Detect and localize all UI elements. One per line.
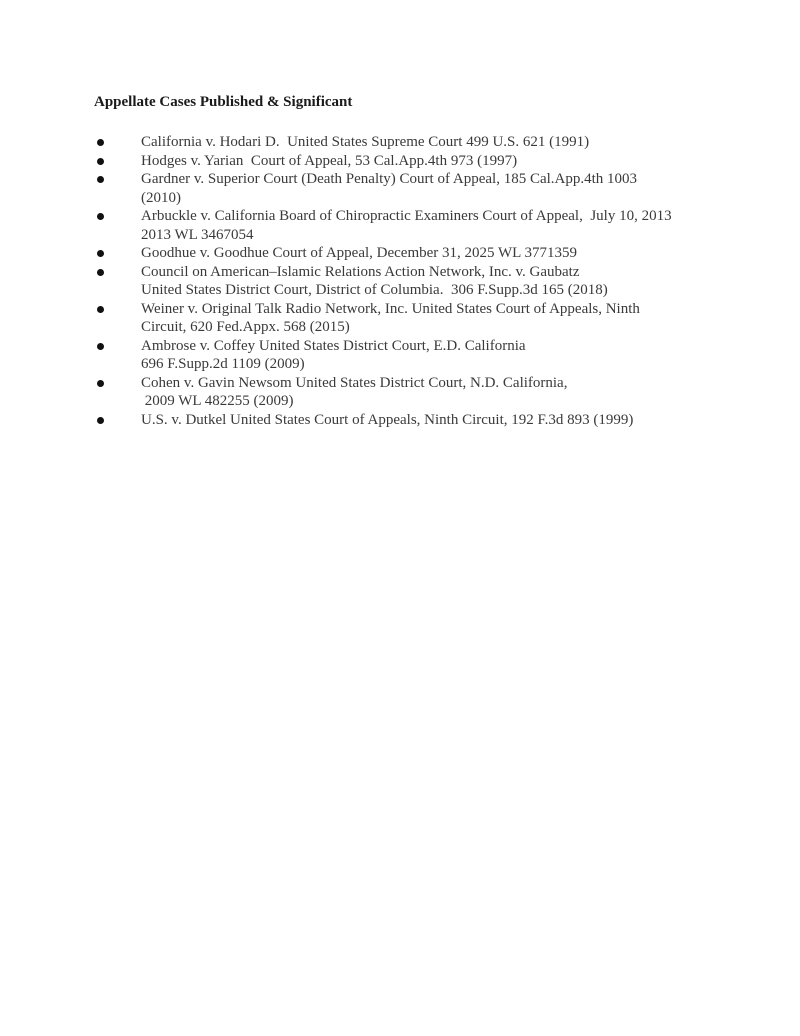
case-text: U.S. v. Dutkel United States Court of Appeals, Ninth Circuit, 192 F.3d 893 (1999) [141,411,634,428]
case-item [0,244,701,263]
case-text-continued: Circuit, 620 Fed.Appx. 568 (2015) [141,319,350,335]
bullet-icon [97,176,104,183]
case-item [0,207,701,244]
case-text: Gardner v. Superior Court (Death Penalty) Court of Appeal, 185 Cal.App.4th 1003 [141,171,638,187]
case-item [0,337,701,374]
case-text: Council on American–Islamic Relations Action Network, Inc. v. Gaubatz [141,263,580,280]
bullet-icon [97,158,104,165]
case-item [0,300,701,337]
bullet-icon [97,380,104,387]
case-text-continued: 2009 WL 482255 (2009) [141,393,294,409]
case-text-continued: 2013 WL 3467054 [141,226,254,243]
case-text: California v. Hodari D. United States Supreme Court 499 U.S. 621 (1991) [141,134,590,150]
case-text-continued: (2010) [141,189,181,206]
bullet-icon [97,213,104,220]
case-text: Hodges v. Yarian Court of Appeal, 53 Cal.App.4th 973 (1997) [141,152,518,169]
case-text: Goodhue v. Goodhue Court of Appeal, December 31, 2025 WL 3771359 [141,245,578,261]
case-text-continued: 696 F.Supp.2d 1109 (2009) [141,356,305,372]
case-item [0,152,701,171]
bullet-icon [97,269,104,276]
bullet-icon [97,250,104,257]
case-item [0,374,701,411]
bullet-icon [97,306,104,313]
section-heading: Appellate Cases Published & Significant [94,94,353,110]
case-item [0,170,701,207]
case-item [0,411,701,430]
bullet-icon [97,417,104,424]
bullet-icon [97,139,104,146]
case-text: Arbuckle v. California Board of Chiropractic Examiners Court of Appeal, July 10, 2013 [141,208,672,224]
case-item [0,133,701,152]
bullet-icon [97,343,104,350]
case-text: Cohen v. Gavin Newsom United States District Court, N.D. California, [141,374,568,391]
case-text: Ambrose v. Coffey United States District Court, E.D. California [141,337,526,354]
case-list [0,133,800,429]
case-text: Weiner v. Original Talk Radio Network, Inc. United States Court of Appeals, Ninth [141,300,640,317]
case-item [0,263,701,300]
case-text-continued: United States District Court, District of Columbia. 306 F.Supp.3d 165 (2018) [141,282,608,298]
